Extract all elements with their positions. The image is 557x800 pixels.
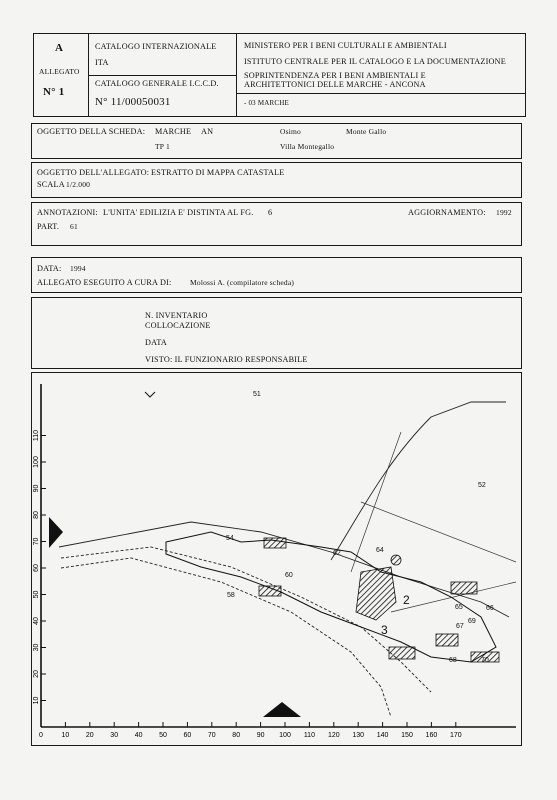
x-axis-tick-label: 170 xyxy=(449,732,462,739)
istituto-text: ISTITUTO CENTRALE PER IL CATALOGO E LA DOCUMENTAZIONE xyxy=(244,57,506,66)
parcel-label: 65 xyxy=(455,604,463,611)
x-axis-tick-label: 0 xyxy=(39,732,43,739)
parcel-label: 52 xyxy=(478,482,486,489)
scala-value: 1/2.000 xyxy=(66,180,91,189)
country-code: ITA xyxy=(95,58,109,67)
building-number: 3 xyxy=(381,623,388,637)
oggetto-scheda-localita: Monte Gallo xyxy=(346,127,387,136)
y-axis-tick-label: 60 xyxy=(33,564,40,572)
parcel-label: 54 xyxy=(226,535,234,542)
parcel-label: 66 xyxy=(486,605,494,612)
y-axis-tick-label: 100 xyxy=(33,456,40,468)
oggetto-scheda-label: OGGETTO DELLA SCHEDA: xyxy=(37,127,146,136)
oggetto-allegato-label: OGGETTO DELL'ALLEGATO: xyxy=(37,168,150,177)
x-axis-tick-label: 40 xyxy=(134,732,143,739)
oggetto-scheda-comune: Osimo xyxy=(280,127,302,136)
oggetto-scheda-province: AN xyxy=(201,127,214,136)
x-axis-tick-label: 160 xyxy=(425,732,438,739)
parcel-label: 58 xyxy=(227,592,235,599)
cadastral-map xyxy=(31,372,522,746)
x-axis-tick-label: 110 xyxy=(303,732,315,739)
y-axis-tick-label: 20 xyxy=(33,670,40,678)
inventario-data: DATA xyxy=(145,338,167,347)
x-axis-tick-label: 60 xyxy=(183,732,192,739)
part-value: 61 xyxy=(70,222,78,231)
y-axis-tick-label: 110 xyxy=(33,429,40,442)
aggiornamento-label: AGGIORNAMENTO: xyxy=(408,208,486,217)
allegato-number: N° 1 xyxy=(43,86,65,98)
x-axis-tick-label: 30 xyxy=(110,732,119,739)
annotazioni-foglio: 6 xyxy=(268,208,273,217)
collocazione: COLLOCAZIONE xyxy=(145,321,211,330)
oggetto-scheda-denominazione: Villa Montegallo xyxy=(280,142,335,151)
parcel-label: 67 xyxy=(456,623,464,630)
y-axis-tick-label: 70 xyxy=(33,537,40,546)
x-axis-tick-label: 10 xyxy=(61,732,70,739)
header-divider-2 xyxy=(236,33,237,117)
eseguito-label: ALLEGATO ESEGUITO A CURA DI: xyxy=(37,278,172,287)
x-axis-tick-label: 20 xyxy=(85,732,94,739)
eseguito-value: Molossi A. (compilatore scheda) xyxy=(190,278,295,287)
parcel-label: 64 xyxy=(376,547,384,554)
y-axis-tick-label: 50 xyxy=(33,590,40,599)
x-axis-tick-label: 90 xyxy=(256,732,265,739)
x-axis-tick-label: 50 xyxy=(159,732,167,739)
soprintendenza-line2: ARCHITETTONICI DELLE MARCHE - ANCONA xyxy=(244,80,426,89)
parcel-label: 51 xyxy=(253,391,261,398)
annotazioni-text: L'UNITA' EDILIZIA E' DISTINTA AL FG. xyxy=(103,208,254,217)
x-axis-tick-label: 150 xyxy=(401,732,413,739)
oggetto-scheda-tipo: TP 1 xyxy=(155,142,170,151)
south-marker-icon xyxy=(263,702,301,717)
building-number: 2 xyxy=(403,593,410,607)
parcel-label: 70 xyxy=(481,657,489,664)
west-marker-icon xyxy=(49,517,63,548)
y-axis-tick-label: 90 xyxy=(33,484,40,493)
header-region-hdivider xyxy=(236,93,526,94)
x-axis-tick-label: 130 xyxy=(352,732,365,739)
allegato-label: ALLEGATO xyxy=(39,67,80,76)
x-axis-tick-label: 100 xyxy=(279,732,291,739)
data-box xyxy=(31,257,522,293)
parcel-label: 69 xyxy=(468,618,476,625)
catalog-number: N° 11/00050031 xyxy=(95,96,171,108)
y-axis-tick-label: 30 xyxy=(33,643,40,652)
header-hdivider xyxy=(88,75,236,76)
data-value: 1994 xyxy=(70,264,86,273)
parcel-label: 60 xyxy=(285,572,293,579)
data-label: DATA: xyxy=(37,264,62,273)
parcel-label: 62 xyxy=(333,550,341,557)
part-label: PART. xyxy=(37,222,60,231)
x-axis-tick-label: 80 xyxy=(232,732,241,739)
visto-funzionario: VISTO: IL FUNZIONARIO RESPONSABILE xyxy=(145,355,308,364)
scala-label: SCALA xyxy=(37,180,65,189)
region-code: - 03 MARCHE xyxy=(244,99,289,107)
allegato-letter: A xyxy=(55,42,64,54)
x-axis-tick-label: 120 xyxy=(327,732,340,739)
y-axis-tick-label: 80 xyxy=(33,511,40,519)
y-axis-tick-label: 10 xyxy=(33,696,40,705)
n-inventario: N. INVENTARIO xyxy=(145,311,208,320)
oggetto-scheda-region: MARCHE xyxy=(155,127,192,136)
x-axis-tick-label: 70 xyxy=(207,732,216,739)
ministero-text: MINISTERO PER I BENI CULTURALI E AMBIENTALI xyxy=(244,41,447,50)
parcel-label: 68 xyxy=(449,657,457,664)
aggiornamento-value: 1992 xyxy=(496,208,512,217)
soprintendenza-line1: SOPRINTENDENZA PER I BENI AMBIENTALI E xyxy=(244,71,426,80)
annotazioni-label: ANNOTAZIONI: xyxy=(37,208,98,217)
catalogo-internazionale: CATALOGO INTERNAZIONALE xyxy=(95,42,217,51)
y-axis-tick-label: 40 xyxy=(33,617,40,625)
x-axis-tick-label: 140 xyxy=(376,732,389,739)
oggetto-allegato-value: ESTRATTO DI MAPPA CATASTALE xyxy=(151,168,285,177)
catalogo-generale: CATALOGO GENERALE I.C.C.D. xyxy=(95,79,219,88)
